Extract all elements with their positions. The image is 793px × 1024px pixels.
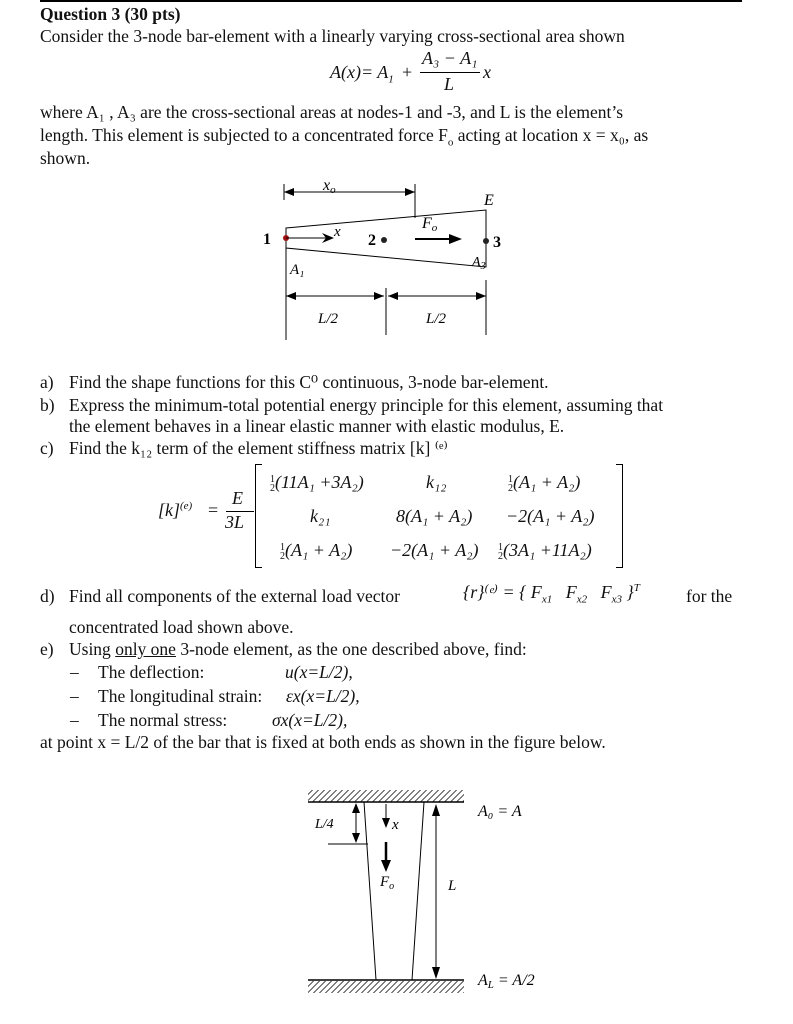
part-c-text: Find the k₁₂ term of the element stiffness matrix [k] ⁽ᵉ⁾ xyxy=(69,438,448,458)
modulus-label: E xyxy=(484,192,494,209)
e-item-dash-3: – xyxy=(70,710,79,730)
part-b-line2: the element behaves in a linear elastic manner with elastic modulus, E. xyxy=(69,416,565,436)
load-vector xyxy=(463,582,640,606)
quarter-arrow-up xyxy=(352,803,360,813)
formula-denominator: L xyxy=(444,74,455,94)
load-vector-close: } xyxy=(626,582,634,602)
formula-lhs-sub: 1 xyxy=(388,73,394,86)
stiffness-matrix xyxy=(150,462,630,570)
load-vector-sub1: x1 xyxy=(541,593,553,606)
node-3-label: 3 xyxy=(493,234,501,251)
load-vector-f2: F xyxy=(565,582,577,602)
e-item-value-1: u(x=L/2), xyxy=(285,662,353,682)
intro-para-2 xyxy=(40,124,648,155)
length-arrow-down xyxy=(432,967,440,979)
x-axis-label: x xyxy=(392,817,399,833)
e-item-label-2: The longitudinal strain: xyxy=(98,686,263,706)
force-arrow-head xyxy=(449,234,462,244)
load-vector-sub2: x2 xyxy=(576,593,588,606)
e-item-value-2: εx(x=L/2), xyxy=(286,686,360,706)
half-dim-1-arrow-r xyxy=(374,292,384,300)
intro-para-1: where A₁ , A₃ are the cross-sectional areas at nodes-1 and -3, and L is the element’s xyxy=(40,102,624,122)
load-vector-open: {r}⁽ᵉ⁾ = { F xyxy=(463,582,542,602)
e-item-value-3: σx(x=L/2), xyxy=(272,710,348,730)
m11-half-num: 1 xyxy=(270,473,275,485)
intro-para-2-sub: o xyxy=(447,136,454,149)
m11-half-den: 2 xyxy=(270,482,275,494)
m31-half-den: 2 xyxy=(280,550,285,562)
m31-half-num: 1 xyxy=(280,541,285,553)
part-e-pre: Using xyxy=(69,639,116,659)
intro-para-3: shown. xyxy=(40,148,91,168)
matrix-m22: 8(A₁ + A₂) xyxy=(396,506,473,526)
a1-label: A₁ xyxy=(290,262,305,278)
formula-numerator: A₃ − A₁ xyxy=(422,48,478,68)
m13-body: (A₁ + A₂) xyxy=(513,472,581,492)
part-b-letter: b) xyxy=(40,395,55,415)
part-e-post: 3-node element, as the one described above, find: xyxy=(175,639,527,659)
node-3-dot xyxy=(483,238,489,244)
m33-half-num: 1 xyxy=(498,541,503,553)
part-e-text xyxy=(69,638,527,661)
part-d-for: for the xyxy=(686,586,733,606)
part-d-letter: d) xyxy=(40,586,55,606)
half-label-2: L/2 xyxy=(426,311,447,327)
x0-arrow-left xyxy=(284,188,294,196)
matrix-eq: = xyxy=(208,500,219,520)
load-vector-sub3: x3 xyxy=(611,593,622,606)
part-a-letter: a) xyxy=(40,372,54,392)
intro-line: Consider the 3-node bar-element with a linearly varying cross-sectional area shown xyxy=(40,26,625,46)
e-item-dash-1: – xyxy=(70,662,79,682)
matrix-m31 xyxy=(280,540,352,561)
part-e-only-one: only one xyxy=(115,639,176,659)
load-vector-transpose: T xyxy=(633,582,640,594)
matrix-bracket-right xyxy=(616,464,623,568)
question-title: Question 3 (30 pts) xyxy=(40,4,181,24)
top-support-hatch xyxy=(308,790,464,802)
m11-body: (11A₁ +3A₂) xyxy=(275,472,364,492)
length-label: L xyxy=(448,878,457,894)
part-e-letter: e) xyxy=(40,639,54,659)
matrix-m32: −2(A₁ + A₂) xyxy=(390,540,479,560)
formula-x: x xyxy=(483,62,491,82)
part-a-text: Find the shape functions for this C⁰ continuous, 3-node bar-element. xyxy=(69,372,549,392)
node-1-label: 1 xyxy=(263,231,271,248)
a0-label: A₀ = A xyxy=(478,803,522,820)
formula-fraction-bar xyxy=(420,72,480,73)
m13-half-num: 1 xyxy=(508,473,513,485)
part-d-text: Find all components of the external load vector xyxy=(69,586,400,606)
top-rule xyxy=(40,0,742,2)
part-e-last: at point x = L/2 of the bar that is fixed at both ends as shown in the figure below. xyxy=(40,732,606,752)
m33-body: (3A₁ +11A₂) xyxy=(503,540,592,560)
matrix-frac-num: E xyxy=(232,488,243,508)
intro-para-2-a: length. This element is subjected to a concentrated force F xyxy=(40,125,448,145)
force-label: $F_o$ xyxy=(380,874,395,892)
matrix-m11 xyxy=(270,472,364,493)
half-dim-2-arrow-r xyxy=(476,292,486,300)
matrix-bracket-left xyxy=(255,464,262,568)
m33-half-den: 2 xyxy=(498,550,503,562)
al-label: AL = A/2 xyxy=(478,972,535,991)
x0-label: xo xyxy=(323,177,336,196)
e-item-dash-2: – xyxy=(70,686,79,706)
e-item-label-3: The normal stress: xyxy=(98,710,228,730)
formula-lhs: A(x)= A xyxy=(330,62,389,82)
bar-element-figure xyxy=(250,170,540,340)
e-item-label-1: The deflection: xyxy=(98,662,205,682)
load-vector-f3: F xyxy=(600,582,612,602)
matrix-lhs-sup: (e) xyxy=(180,500,193,512)
length-arrow-up xyxy=(432,804,440,816)
formula-plus: + xyxy=(402,62,413,82)
matrix-m12: k₁₂ xyxy=(426,472,447,492)
half-dim-2-arrow-l xyxy=(388,292,398,300)
matrix-m21: k₂₁ xyxy=(310,506,331,526)
area-formula xyxy=(330,48,530,98)
a3-label: $A_3$ xyxy=(472,255,486,272)
matrix-m13 xyxy=(508,472,580,493)
matrix-m23: −2(A₁ + A₂) xyxy=(506,506,595,526)
part-c-letter: c) xyxy=(40,438,54,458)
part-b-line1: Express the minimum-total potential energy principle for this element, assuming that xyxy=(69,395,664,415)
quarter-label: L/4 xyxy=(315,817,334,832)
force-arrow-head xyxy=(381,860,391,872)
node-2-label: 2 xyxy=(368,232,376,249)
m13-half-den: 2 xyxy=(508,482,513,494)
matrix-lhs: [k] xyxy=(158,500,180,520)
x-axis-label: x xyxy=(334,224,341,240)
bar-left-edge xyxy=(364,802,376,980)
bottom-support-hatch xyxy=(308,981,464,993)
matrix-m33 xyxy=(498,540,592,561)
x-axis-arrow xyxy=(382,818,390,828)
x0-arrow-right xyxy=(405,188,415,196)
node-2-dot xyxy=(381,237,387,243)
bar-right-edge xyxy=(412,802,424,980)
half-dim-1-arrow-l xyxy=(286,292,296,300)
half-label-1: L/2 xyxy=(318,311,339,327)
force-label: Fo xyxy=(422,215,438,234)
quarter-arrow-down xyxy=(352,833,360,843)
fixed-bar-figure xyxy=(300,784,560,1004)
intro-para-2-b: acting at location x = x₀, as xyxy=(453,125,649,145)
m31-body: (A₁ + A₂) xyxy=(285,540,353,560)
part-d-line2: concentrated load shown above. xyxy=(69,617,294,637)
matrix-frac-den: 3L xyxy=(225,512,245,532)
